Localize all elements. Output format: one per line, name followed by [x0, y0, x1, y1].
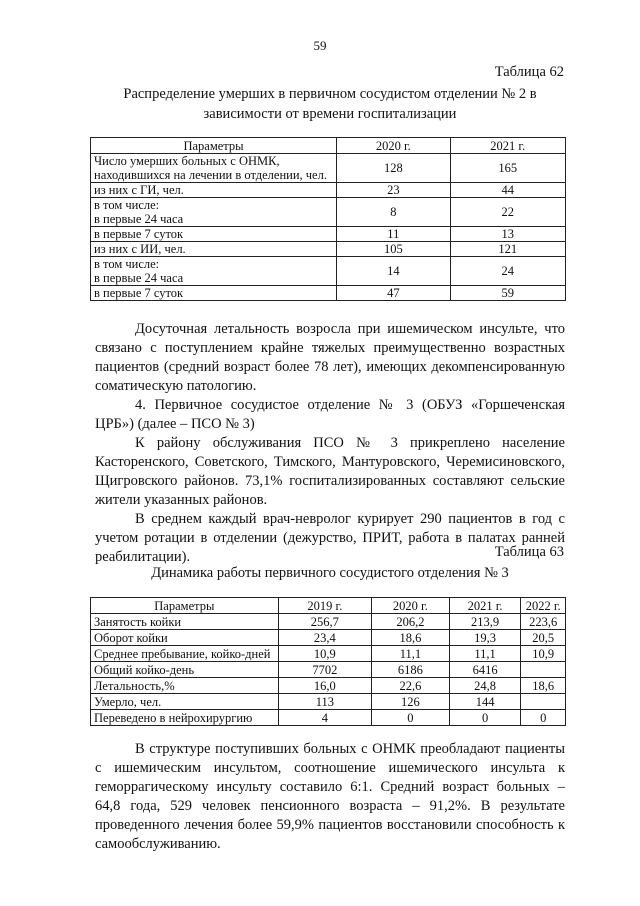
column-header: 2020 г. [337, 138, 451, 154]
value-cell: 18,6 [372, 630, 450, 646]
body-text-middle [95, 320, 565, 567]
value-cell: 4 [278, 710, 371, 726]
value-cell: 11,1 [372, 646, 450, 662]
table-row [91, 286, 566, 301]
value-cell: 24 [450, 257, 565, 286]
param-cell [91, 183, 337, 198]
value-cell: 165 [450, 154, 565, 183]
text-line: с ишемическим инсультом, соотношение ишемического инсульта к [95, 760, 565, 776]
value-cell: 19,3 [449, 630, 521, 646]
value-cell: 126 [372, 694, 450, 710]
param-cell [91, 286, 337, 301]
table-row [91, 678, 566, 694]
value-cell: 22 [450, 198, 565, 227]
param-cell [91, 198, 337, 227]
value-cell: 121 [450, 242, 565, 257]
table-row [91, 154, 566, 183]
value-cell: 7702 [278, 662, 371, 678]
param-cell: Переведено в нейрохирургию [91, 710, 279, 726]
body-text-end [95, 740, 565, 854]
column-header: 2021 г. [450, 138, 565, 154]
value-cell: 128 [337, 154, 451, 183]
param-line: Число умерших больных с ОНМК, [94, 154, 280, 168]
param-line: в первые 24 часа [94, 212, 184, 226]
value-cell: 14 [337, 257, 451, 286]
value-cell: 11,1 [449, 646, 521, 662]
table-row [91, 242, 566, 257]
table-row [91, 227, 566, 242]
text-line: учетом ротации в отделении (дежурство, ПРИТ, работа в палатах ранней [95, 530, 565, 546]
value-cell: 10,9 [278, 646, 371, 662]
param-cell [91, 257, 337, 286]
table-62-title [90, 84, 570, 124]
value-cell: 0 [449, 710, 521, 726]
paragraph [95, 396, 565, 434]
table-row [91, 662, 566, 678]
text-line: связано с поступлением крайне тяжелых преимущественно возрастных [95, 340, 565, 356]
text-line: геморрагическому инсульту составило 6:1. Средний возраст больных – [95, 779, 565, 795]
table-row [91, 710, 566, 726]
text-line: жители указанных районов. [95, 492, 268, 508]
param-cell [91, 227, 337, 242]
paragraph [95, 740, 565, 854]
value-cell: 105 [337, 242, 451, 257]
param-line: из них с ГИ, чел. [94, 183, 184, 197]
param-line: из них с ИИ, чел. [94, 242, 186, 256]
value-cell: 8 [337, 198, 451, 227]
value-cell: 11 [337, 227, 451, 242]
param-line: в том числе: [94, 198, 160, 212]
value-cell: 20,5 [521, 630, 566, 646]
param-cell [91, 154, 337, 183]
param-cell: Оборот койки [91, 630, 279, 646]
value-cell: 0 [372, 710, 450, 726]
value-cell: 16,0 [278, 678, 371, 694]
table-row [91, 646, 566, 662]
paragraph [95, 320, 565, 396]
value-cell: 144 [449, 694, 521, 710]
text-line: реабилитации). [95, 549, 191, 565]
column-header: 2021 г. [449, 598, 521, 614]
column-header: Параметры [91, 138, 337, 154]
header-row [91, 138, 566, 154]
value-cell: 23,4 [278, 630, 371, 646]
value-cell: 213,9 [449, 614, 521, 630]
column-header: 2019 г. [278, 598, 371, 614]
column-header: 2020 г. [372, 598, 450, 614]
page-number: 59 [313, 38, 327, 53]
text-line: Касторенского, Советского, Тимского, Мантуровского, Черемисиновского, [95, 454, 565, 470]
title-line: Распределение умерших в первичном сосудистом отделении № 2 в [123, 86, 537, 102]
value-cell: 0 [521, 710, 566, 726]
param-cell: Занятость койки [91, 614, 279, 630]
table-row [91, 694, 566, 710]
table-row [91, 257, 566, 286]
title-line: зависимости от времени госпитализации [203, 106, 457, 122]
table-62 [90, 137, 566, 301]
text-line: Щигровского районов. 73,1% госпитализированных составляют сельские [95, 473, 565, 489]
text-line: проведенного лечения более 59,9% пациентов восстановили способность к [95, 817, 565, 833]
value-cell: 22,6 [372, 678, 450, 694]
param-cell: Общий койко-день [91, 662, 279, 678]
value-cell: 10,9 [521, 646, 566, 662]
text-line: пациентов (средний возраст более 78 лет), имеющих декомпенсированную [95, 359, 565, 375]
text-line: самообслуживанию. [95, 836, 221, 852]
param-line: в первые 7 суток [94, 227, 184, 241]
table-row [91, 198, 566, 227]
paragraph [95, 434, 565, 510]
param-line: находившихся на лечении в отделении, чел. [94, 168, 327, 182]
table-row [91, 614, 566, 630]
value-cell [521, 662, 566, 678]
text-line: 4. Первичное сосудистое отделение № 3 (ОБУЗ «Горшеченская [135, 397, 565, 413]
value-cell: 23 [337, 183, 451, 198]
column-header: 2022 г. [521, 598, 566, 614]
param-line: в первые 7 суток [94, 286, 184, 300]
text-line: ЦРБ») (далее – ПСО № 3) [95, 416, 255, 432]
column-header: Параметры [91, 598, 279, 614]
value-cell [521, 694, 566, 710]
value-cell: 223,6 [521, 614, 566, 630]
value-cell: 6416 [449, 662, 521, 678]
text-line: В структуре поступивших больных с ОНМК преобладают пациенты [135, 741, 565, 757]
param-cell: Летальность,% [91, 678, 279, 694]
table-62-label: Таблица 62 [494, 64, 564, 80]
table-63 [90, 597, 566, 726]
table-63-label: Таблица 63 [494, 544, 564, 560]
text-line: Досуточная летальность возросла при ишемическом инсульте, что [135, 321, 565, 337]
text-line: К району обслуживания ПСО № 3 прикреплено население [135, 435, 565, 451]
text-line: В среднем каждый врач-невролог курирует 290 пациентов в год с [135, 511, 565, 527]
value-cell: 59 [450, 286, 565, 301]
param-cell: Среднее пребывание, койко-дней [91, 646, 279, 662]
value-cell: 6186 [372, 662, 450, 678]
value-cell: 47 [337, 286, 451, 301]
table-63-title: Динамика работы первичного сосудистого отделения № 3 [151, 565, 509, 581]
text-line: 64,8 года, 529 человек пенсионного возраста – 91,2%. В результате [95, 798, 565, 814]
param-line: в том числе: [94, 257, 160, 271]
table-row [91, 183, 566, 198]
header-row [91, 598, 566, 614]
value-cell: 18,6 [521, 678, 566, 694]
value-cell: 24,8 [449, 678, 521, 694]
param-cell [91, 242, 337, 257]
param-cell: Умерло, чел. [91, 694, 279, 710]
value-cell: 13 [450, 227, 565, 242]
value-cell: 44 [450, 183, 565, 198]
value-cell: 256,7 [278, 614, 371, 630]
value-cell: 113 [278, 694, 371, 710]
value-cell: 206,2 [372, 614, 450, 630]
text-line: соматическую патологию. [95, 378, 257, 394]
param-line: в первые 24 часа [94, 271, 184, 285]
table-row [91, 630, 566, 646]
